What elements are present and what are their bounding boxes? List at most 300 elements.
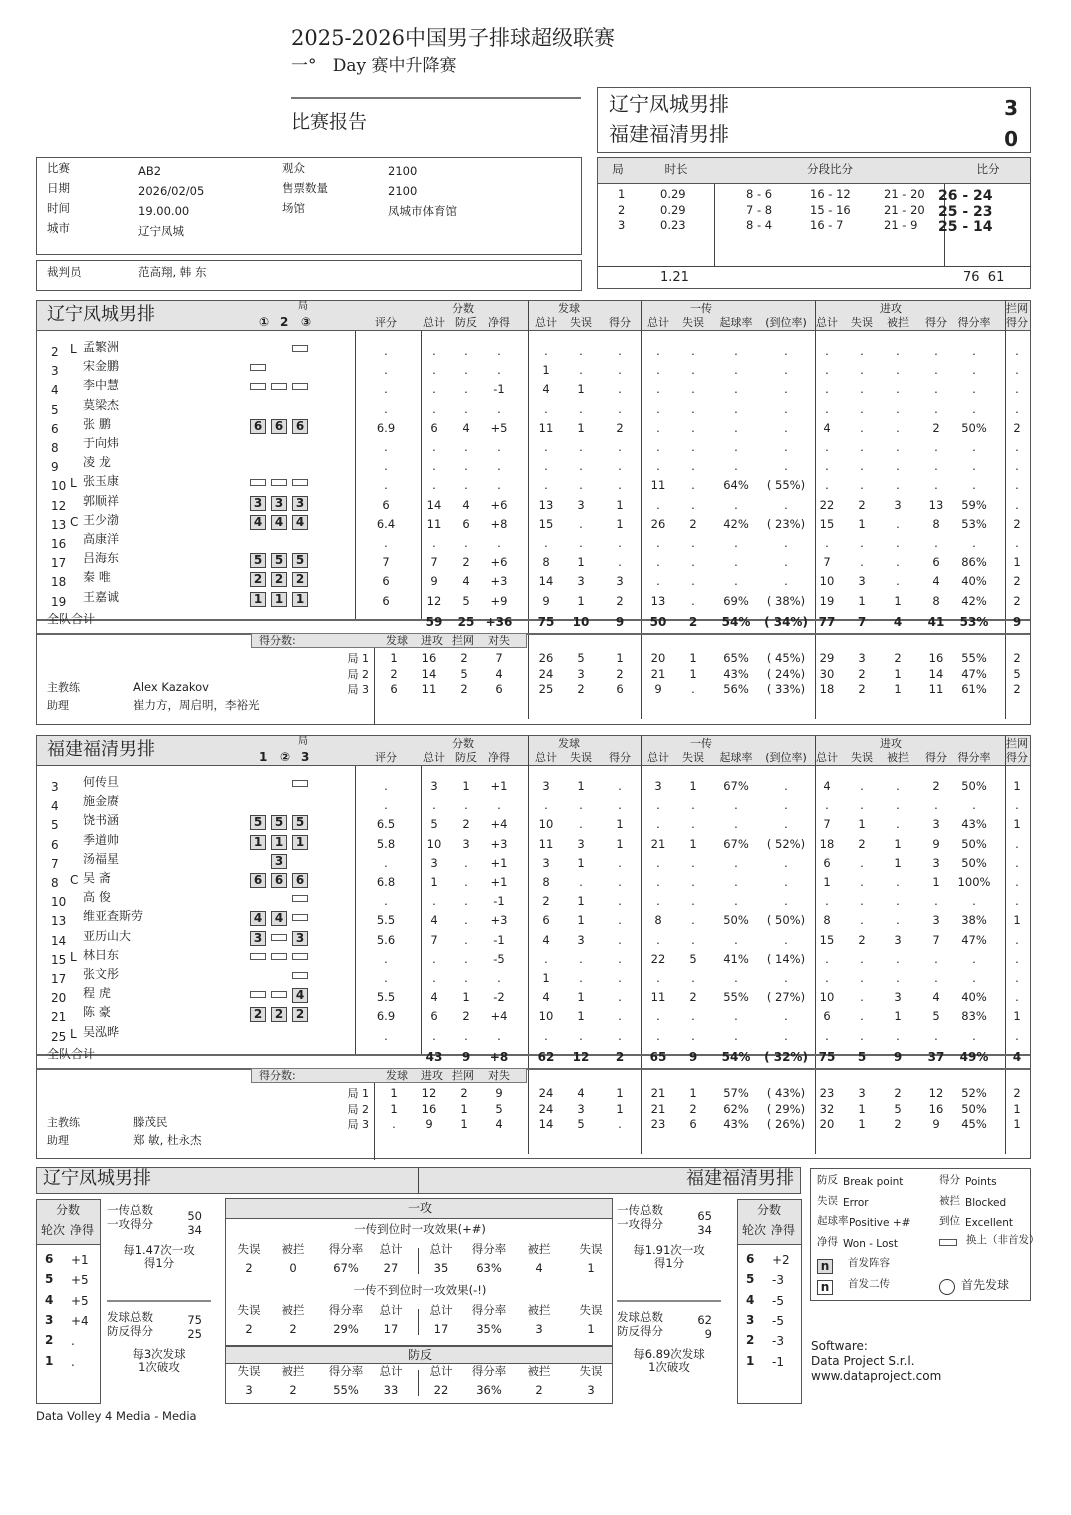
stat-cell: .: [432, 363, 436, 378]
stat-cell: .: [618, 855, 622, 870]
stat-cell: 7: [823, 817, 831, 832]
stat-cell: .: [734, 1028, 738, 1043]
total-cell: 37: [927, 1050, 945, 1064]
stat-cell: 3: [542, 779, 550, 793]
stat-cell: .: [691, 1028, 695, 1043]
set-stat-cell: 23: [819, 1086, 835, 1100]
group-header: 一传: [690, 737, 712, 750]
stat-cell: 5.5: [376, 913, 396, 928]
stat-cell: 9: [932, 836, 940, 851]
player-row: [37, 589, 1032, 611]
stat-cell: .: [432, 459, 436, 474]
stat-cell: .: [784, 894, 788, 909]
rotation-number: 4: [45, 1292, 54, 1307]
stat-cell: 2: [858, 932, 866, 947]
stat-cell: 64%: [723, 478, 749, 493]
starting-position: 3: [250, 496, 266, 511]
stat-cell: .: [579, 401, 583, 416]
starting-position: 5: [271, 815, 287, 830]
column-header: 失误: [682, 316, 704, 329]
stat-cell: .: [691, 913, 695, 928]
rotation-net: .: [71, 1334, 75, 1349]
stat-cell: 69%: [723, 593, 749, 608]
set-stat-cell: 65%: [723, 651, 749, 665]
stat-cell: 1: [616, 516, 624, 531]
set-row-label: 局 1: [347, 1087, 369, 1100]
stat-cell: .: [432, 951, 436, 966]
set-stat-cell: 16: [928, 651, 944, 665]
stat-cell: 3: [932, 855, 940, 870]
stat-cell: 7: [382, 555, 390, 570]
stat-cell: 5: [430, 817, 438, 832]
stat-cell: 1: [577, 990, 585, 1005]
column-header: 总计: [647, 316, 669, 329]
stat-cell: .: [896, 459, 900, 474]
stat-cell: .: [497, 344, 501, 358]
stat-cell: ( 38%): [766, 593, 806, 608]
stat-cell: .: [464, 536, 468, 550]
player-role: L: [70, 949, 77, 964]
total-cell: 65: [649, 1050, 667, 1064]
set-stat-cell: 1: [616, 1086, 624, 1100]
referee-label: 裁判员: [47, 265, 82, 279]
stat-cell: .: [497, 440, 501, 454]
duration-col-header: 时长: [664, 162, 688, 176]
total-cell: 75: [818, 1050, 836, 1064]
player-row: [37, 794, 1032, 815]
total-cell: 2: [688, 615, 698, 629]
reception-total: 65: [697, 1209, 712, 1223]
stat-cell: +9: [490, 593, 508, 608]
stat-cell: .: [896, 1028, 900, 1043]
stat-cell: .: [784, 971, 788, 985]
total-cell: 62: [537, 1050, 555, 1064]
stat-cell: .: [618, 990, 622, 1005]
player-row: [37, 967, 1032, 988]
set-stat-cell: 43%: [723, 666, 749, 681]
stat-cell: .: [1015, 855, 1019, 870]
stat-cell: 6: [382, 497, 390, 512]
stat-cell: 6.9: [376, 420, 396, 435]
report-title: 比赛报告: [291, 111, 368, 133]
stat-cell: 10: [819, 990, 835, 1005]
stat-cell: .: [432, 382, 436, 397]
stat-cell: 3: [616, 574, 624, 589]
stat-cell: .: [734, 459, 738, 474]
set-stat-cell: 1: [390, 1086, 398, 1100]
player-row: [37, 851, 1032, 873]
stat-cell: .: [784, 497, 788, 512]
away-sets-won: 0: [1004, 127, 1018, 151]
stat-cell: .: [618, 932, 622, 947]
stat-cell: .: [825, 1028, 829, 1043]
starting-position: 6: [292, 419, 308, 434]
software-credit: www.dataproject.com: [811, 1369, 942, 1383]
info-label: 比赛: [47, 161, 70, 175]
setter-icon: n: [817, 1280, 833, 1295]
column-header: 净得: [488, 751, 510, 764]
set-stat-cell: 6: [616, 682, 624, 696]
set-stat-cell: 5: [577, 651, 585, 665]
stat-cell: 3: [542, 855, 550, 870]
stat-cell: 1: [577, 894, 585, 909]
stat-cell: .: [579, 344, 583, 358]
stat-cell: .: [691, 497, 695, 512]
set-stat-cell: 3: [577, 666, 585, 681]
stat-cell: 3: [430, 855, 438, 870]
stat-cell: 1: [858, 516, 866, 531]
stat-cell: 1: [894, 1009, 902, 1024]
player-name: 亚历山大: [83, 928, 132, 943]
set-stat-cell: 1: [460, 1101, 468, 1116]
substitute-marker: [250, 383, 266, 390]
stat-cell: .: [1015, 382, 1019, 397]
stat-cell: .: [691, 817, 695, 832]
stat-cell: 13: [928, 497, 944, 512]
stat-cell: .: [860, 363, 864, 378]
player-row: [37, 928, 1032, 950]
set-row-label: 局 3: [347, 683, 369, 696]
stat-cell: .: [972, 971, 976, 985]
stat-cell: .: [579, 478, 583, 493]
player-row: [37, 1024, 1032, 1046]
referee-names: 范高翔, 韩 东: [138, 265, 207, 279]
col-value: 2: [289, 1322, 297, 1336]
stat-cell: .: [784, 420, 788, 435]
stat-cell: 2: [462, 817, 470, 832]
player-name: 王嘉诚: [83, 589, 120, 604]
player-name: 吕海东: [83, 551, 120, 566]
starting-position: 6: [271, 873, 287, 888]
stat-cell: .: [432, 894, 436, 909]
stat-cell: .: [972, 459, 976, 474]
stat-cell: 5.6: [376, 932, 396, 947]
legend-start: 首发阵容: [848, 1257, 890, 1269]
set-stat-cell: 1: [689, 651, 697, 665]
stat-cell: .: [784, 459, 788, 474]
stat-cell: 22: [819, 497, 835, 512]
stat-cell: .: [860, 478, 864, 493]
set-label: 局: [298, 301, 308, 312]
stat-cell: -5: [493, 951, 505, 966]
starting-position: 6: [250, 873, 266, 888]
stat-cell: .: [934, 798, 938, 813]
stat-cell: .: [734, 798, 738, 813]
player-number: 6: [51, 421, 59, 436]
stat-cell: .: [384, 798, 388, 813]
stat-cell: .: [1015, 478, 1019, 493]
assistant-names: 崔力方，周启明，李裕光: [133, 698, 260, 712]
set-stat-cell: 21: [650, 666, 666, 681]
away-rotation: [737, 1199, 802, 1404]
column-header: 净得: [488, 316, 510, 329]
set-stat-cell: 1: [858, 1117, 866, 1131]
set-stat-cell: 29: [819, 651, 835, 665]
totals-label: 全队合计: [47, 612, 96, 626]
player-number: 13: [51, 914, 67, 929]
stat-cell: 50%: [961, 420, 987, 435]
totals-label: 全队合计: [47, 1047, 96, 1061]
stat-cell: .: [384, 951, 388, 966]
legend-meaning: Blocked: [965, 1196, 1007, 1209]
stat-cell: 3: [577, 932, 585, 947]
stat-cell: .: [544, 951, 548, 966]
stat-cell: .: [656, 344, 660, 358]
stat-cell: 42%: [961, 593, 987, 608]
col-value: 33: [383, 1383, 399, 1397]
player-row: [37, 890, 1032, 911]
stat-cell: .: [734, 574, 738, 589]
stat-cell: .: [896, 536, 900, 550]
rotation-number: 5: [45, 1272, 54, 1287]
break-ratio: 每3次发球: [132, 1347, 186, 1361]
starting-position: 2: [292, 572, 308, 587]
set-duration: 0.23: [660, 218, 686, 232]
column-header: 防反: [455, 751, 477, 764]
stat-cell: .: [734, 536, 738, 550]
stat-cell: .: [497, 971, 501, 985]
set-stat-cell: ( 29%): [766, 1101, 806, 1116]
player-row: [37, 986, 1032, 1007]
set-stat-cell: 20: [650, 651, 666, 665]
stat-cell: .: [579, 1028, 583, 1043]
stat-cell: .: [432, 440, 436, 454]
stat-cell: .: [464, 798, 468, 813]
col-label: 得分率: [328, 1364, 364, 1378]
starting-position: 5: [292, 553, 308, 568]
rotation-net: -5: [772, 1313, 784, 1328]
set-stat-cell: 30: [819, 666, 835, 681]
stat-cell: 5: [462, 593, 470, 608]
stat-cell: 1: [1013, 1009, 1021, 1024]
stat-cell: .: [618, 798, 622, 813]
stat-cell: 1: [577, 855, 585, 870]
stat-cell: .: [432, 344, 436, 358]
legend-term: 净得: [817, 1235, 838, 1248]
set-serve-marker: ①: [259, 315, 270, 329]
total-cell: 54%: [721, 1050, 751, 1064]
total-cell: +36: [485, 615, 513, 629]
home-team-name: 辽宁凤城男排: [43, 1168, 151, 1189]
set-number: 1: [618, 187, 626, 201]
stat-cell: .: [734, 382, 738, 397]
set-serve-marker: 1: [259, 750, 268, 764]
starting-position: 2: [271, 572, 287, 587]
stat-cell: .: [825, 478, 829, 493]
stat-cell: 4: [462, 420, 470, 435]
set-number: 2: [618, 202, 626, 217]
stat-cell: .: [972, 1028, 976, 1043]
player-row: [37, 512, 1032, 534]
stat-cell: .: [896, 817, 900, 832]
stat-cell: 3: [654, 779, 662, 793]
set-stat-cell: 12: [928, 1086, 944, 1100]
column-header: 失误: [570, 751, 592, 764]
set-stat-cell: 14: [928, 666, 944, 681]
set-stat-cell: 1: [858, 1101, 866, 1116]
stat-cell: .: [579, 817, 583, 832]
stat-cell: .: [618, 875, 622, 889]
stat-cell: +3: [490, 574, 508, 589]
stat-cell: .: [544, 344, 548, 358]
set-stat-cell: 16: [421, 651, 437, 665]
legend: [810, 1168, 1040, 1301]
points-bar-label: 发球: [386, 634, 408, 647]
points-bar-label: 进攻: [421, 634, 443, 647]
stat-cell: .: [432, 798, 436, 813]
set-stat-cell: 2: [1013, 651, 1021, 665]
stat-cell: .: [691, 971, 695, 985]
stat-cell: .: [432, 971, 436, 985]
stat-cell: 1: [577, 779, 585, 793]
stat-cell: .: [896, 344, 900, 358]
stat-cell: .: [734, 344, 738, 358]
stat-cell: .: [579, 363, 583, 378]
starting-position: 2: [250, 1007, 266, 1022]
stat-cell: 11: [650, 990, 666, 1005]
stat-cell: .: [691, 555, 695, 570]
column-header: 失误: [851, 316, 873, 329]
stat-cell: .: [972, 382, 976, 397]
stat-cell: .: [579, 536, 583, 550]
column-header: 起球率: [719, 316, 753, 329]
stat-cell: .: [860, 382, 864, 397]
rotation-number: 2: [746, 1333, 755, 1348]
player-row: [37, 909, 1032, 930]
stat-cell: .: [384, 779, 388, 793]
stat-cell: .: [734, 401, 738, 416]
stat-cell: 6: [430, 1009, 438, 1024]
stat-cell: 4: [542, 932, 550, 947]
set-stat-cell: 50%: [961, 1101, 987, 1116]
legend-term: 到位: [939, 1215, 960, 1227]
stat-cell: .: [972, 536, 976, 550]
stat-cell: 13: [650, 593, 666, 608]
player-name: 王少渤: [83, 512, 120, 527]
col-label: 被拦: [527, 1242, 551, 1256]
stat-cell: 3: [430, 779, 438, 793]
coach-name: Alex Kazakov: [133, 680, 209, 694]
col-label: 总计: [429, 1303, 453, 1317]
stat-cell: .: [860, 779, 864, 793]
col-label: 总计: [379, 1364, 403, 1378]
stat-cell: .: [464, 932, 468, 947]
stat-cell: .: [972, 478, 976, 493]
starting-position: 3: [292, 496, 308, 511]
stat-cell: +3: [490, 913, 508, 928]
stat-cell: .: [691, 459, 695, 474]
column-header: 得分: [925, 751, 947, 764]
stat-cell: .: [384, 855, 388, 870]
stat-cell: 21: [650, 836, 666, 851]
set-stat-cell: 2: [577, 682, 585, 696]
stat-cell: .: [972, 798, 976, 813]
total-cell: 2: [615, 1050, 625, 1064]
set-stat-cell: 16: [928, 1101, 944, 1116]
set-stat-cell: 2: [894, 1117, 902, 1131]
col-label: 被拦: [281, 1303, 305, 1317]
partial-col-header: 分段比分: [807, 162, 853, 176]
info-value: AB2: [138, 164, 162, 178]
stat-cell: .: [432, 536, 436, 550]
stat-cell: .: [896, 913, 900, 928]
stat-cell: .: [656, 932, 660, 947]
set-stat-cell: 2: [460, 1086, 468, 1100]
stat-cell: .: [618, 382, 622, 397]
player-number: 17: [51, 556, 67, 571]
stat-cell: .: [896, 971, 900, 985]
stat-cell: .: [1015, 971, 1019, 985]
stat-cell: .: [1015, 1028, 1019, 1043]
stat-cell: .: [1015, 798, 1019, 813]
stat-cell: .: [734, 363, 738, 378]
column-header: 得分: [1006, 316, 1028, 329]
set-stat-cell: 23: [650, 1117, 666, 1131]
set-stat-cell: 56%: [723, 682, 749, 696]
stat-cell: +1: [490, 855, 508, 870]
stat-cell: .: [934, 536, 938, 550]
stat-cell: 7: [430, 555, 438, 570]
column-header: 得分率: [957, 751, 991, 764]
set-stat-cell: 9: [654, 682, 662, 696]
partial-score: 21 - 20: [884, 187, 925, 201]
stat-cell: ( 52%): [766, 836, 806, 851]
starting-position: 4: [271, 515, 287, 530]
player-name: 秦 唯: [83, 570, 111, 585]
stat-cell: .: [825, 344, 829, 358]
stat-cell: .: [734, 817, 738, 832]
stat-cell: .: [825, 363, 829, 378]
set-serve-marker: ③: [301, 315, 312, 329]
legend-meaning: Error: [843, 1196, 869, 1209]
starting-position: 6: [292, 873, 308, 888]
stat-cell: .: [384, 478, 388, 493]
column-header: 失误: [851, 751, 873, 764]
home-sets-won: 3: [1004, 96, 1018, 120]
set-stat-cell: 6: [495, 682, 503, 696]
set-stat-cell: .: [691, 682, 695, 696]
stat-cell: .: [784, 932, 788, 947]
player-number: 25: [51, 1029, 67, 1044]
team-name: 辽宁凤城男排: [47, 304, 155, 325]
starting-position: 2: [271, 1007, 287, 1022]
stat-cell: 1: [689, 779, 697, 793]
stat-cell: .: [544, 401, 548, 416]
stat-cell: .: [860, 344, 864, 358]
stat-cell: 7: [430, 932, 438, 947]
stat-cell: .: [860, 913, 864, 928]
stat-cell: 11: [538, 420, 554, 435]
points-bar-label: 得分数:: [259, 1069, 296, 1082]
stat-cell: .: [579, 951, 583, 966]
partial-score: 8 - 6: [746, 187, 773, 201]
divider: [617, 1300, 721, 1302]
col-label: 总计: [429, 1364, 453, 1378]
set-stat-cell: 25: [538, 682, 554, 696]
substitute-marker: [292, 972, 308, 979]
stat-cell: 8: [654, 913, 662, 928]
player-name: 孟繁洲: [83, 340, 120, 354]
substitute-marker: [292, 345, 308, 352]
stat-cell: .: [972, 363, 976, 378]
group-header: 进攻: [880, 737, 902, 750]
sideout-points: 34: [187, 1223, 202, 1237]
set-stat-cell: 1: [616, 1101, 624, 1116]
player-row: [37, 455, 1032, 476]
stat-cell: .: [618, 555, 622, 570]
col-label: 得分率: [471, 1242, 507, 1256]
negative-reception-title: 一传不到位时一攻效果(-!): [353, 1283, 487, 1297]
